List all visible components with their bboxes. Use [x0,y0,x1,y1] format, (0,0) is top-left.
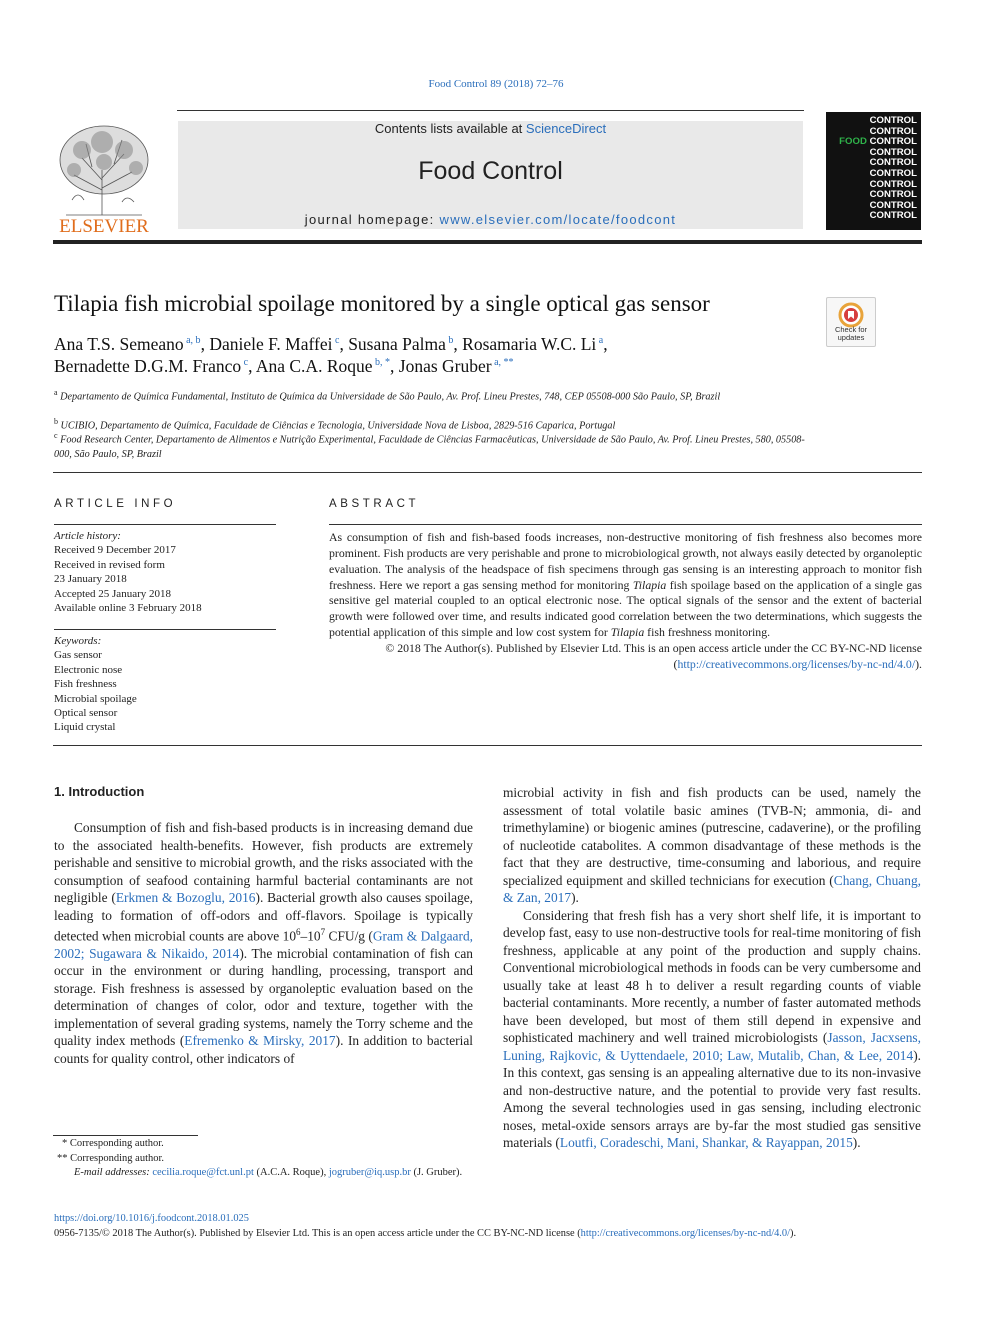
introduction-heading: 1. Introduction [54,784,145,799]
cover-line: CONTROL [869,167,917,179]
homepage-line [178,212,803,227]
citation-link[interactable]: Loutfi, Coradeschi, Mani, Shankar, & Rayappan, 2015 [559,1135,853,1150]
author-name: Rosamaria W.C. Li [462,334,597,354]
history-item: 23 January 2018 [54,573,127,586]
keyword: Fish freshness [54,678,117,691]
abstract-body [329,530,922,673]
author-affiliation-mark[interactable]: c [332,335,340,347]
abstract-text: fish freshness monitoring. [644,625,771,640]
author-separator: , [248,356,256,376]
exponent: 6 [296,927,301,937]
affiliation-rule [53,472,922,473]
footnote-corresponding-1: * Corresponding author. [62,1138,164,1149]
check-for-updates-button[interactable] [826,297,876,347]
footer-license [54,1226,922,1241]
cover-text [826,112,921,222]
license-link[interactable]: http://creativecommons.org/licenses/by-nc-nd/4.0/ [677,656,916,671]
affiliation-text: Departamento de Química Fundamental, Instituto de Química da Universidade de São Paulo, Av. Prof. Lineu Prestes, 748, CEP 05508-000 São Paulo, SP, Brazil [60,391,721,403]
keyword: Optical sensor [54,707,118,720]
intro-paragraph [54,819,473,1067]
affiliation-a [54,386,814,405]
author-name: Ana T.S. Semeano [54,334,184,354]
footnote-emails [54,1165,473,1180]
citation-link[interactable]: Jasson, Jacxsens, Luning, Rajkovic, & Uyttendaele, 2010; Law, Mutalib, Chan, & Lee, 2014 [503,1030,921,1063]
author-affiliation-mark[interactable]: b, * [372,357,391,369]
citation-link[interactable]: Chang, Chuang, & Zan, 2017 [503,872,921,905]
article-info-heading: ARTICLE INFO [54,498,177,510]
author-affiliation-mark[interactable]: b [445,335,454,347]
footer-text: 0956-7135/© 2018 The Author(s). Published by Elsevier Ltd. This is an open access article under the CC BY-NC-ND license ( [54,1228,581,1239]
abstract-species: Tilapia [632,577,667,592]
history-label: Article history: [54,530,121,542]
homepage-link[interactable]: www.elsevier.com/locate/foodcont [439,212,677,227]
abstract-species: Tilapia [610,625,645,640]
citation-link[interactable]: Erkmen & Bozoglu, 2016 [115,890,256,905]
abstract-text: As consumption of fish and fish-based foods increases, non-destructive monitoring of fish freshness also becomes more prominent. Fish products are very perishable and prone to microbiological growth, not always easily detected by organoleptic evaluation. The analysis of the headspace of fish specimens through gas sensing is an interesting approach to monitor fish freshness. Here we report a gas sensing method for monitoring [329,530,922,592]
affiliation-mark: a [54,388,58,397]
journal-title: Food Control [418,157,563,185]
body-text: Considering that fresh fish has a very short shelf life, it is important to develop fast, easy to use non-destructive tools for real-time monitoring of fish freshness, applicable at any point of the production and supply chains. Conventional microbiological methods in foods can be very cumbersome and usually take at least 48 h to deliver a result regarding counts of viable bacterial contaminants. More recently, a number of faster automated methods have been developed, but most of them still depend in expensive and sophisticated machinery and well trained microbiologists ( [503,907,921,1045]
author-affiliation-mark[interactable]: a [596,335,604,347]
copyright-end: ). [915,656,922,671]
author-separator: , [339,334,349,354]
cover-line: CONTROL [869,189,917,201]
cover-line: CONTROL [869,125,917,137]
sciencedirect-link[interactable]: ScienceDirect [525,121,607,136]
keyword: Electronic nose [54,663,123,676]
affiliation-mark: b [54,417,58,426]
elsevier-logo [52,120,156,235]
author-separator: , [453,334,463,354]
elsevier-wordmark: ELSEVIER [59,216,149,235]
check-updates-label: Check for updates [834,325,868,342]
email-label: E-mail addresses: [74,1167,153,1178]
author-separator: , [200,334,210,354]
authors-line-2 [54,356,514,377]
author-separator: , [390,356,399,376]
section-rule [53,745,922,746]
article-info-rule [54,524,276,525]
abstract-rule [329,524,922,525]
header-rule [177,110,804,111]
intro-paragraph [503,784,921,907]
author-separator: , [603,334,608,354]
author-affiliation-mark[interactable]: a, b [183,335,201,347]
history-item: Available online 3 February 2018 [54,602,202,615]
abstract-heading: ABSTRACT [329,498,420,510]
author-name: Daniele F. Maffei [209,334,333,354]
history-item: Received in revised form [54,558,165,571]
header-thick-rule [53,240,922,244]
cover-line: FOOD CONTROL [839,136,917,148]
homepage-prefix: journal homepage: [304,212,440,227]
body-column-right [503,784,921,1152]
abstract-text: fish spoilage based on the application of a single gas sensitive gel material coupled to an optical electronic nose. The optical signals of the sensor and the extent of bacterial growth were followed over time, and results indicated good correlation between the two determinations, which suggests the potential application of this simple and low cost system for [329,577,923,640]
body-text: microbial activity in fish and fish products can be used, namely the assessment of total volatile basic amines (TVB-N; ammonia, di- and trimethylamine) or biogenic amines (putrescine, cadaverine), or the profiling of nucleotide catabolites. A common disadvantage of these methods is the fact that they are destructive, time-consuming and laborious, and require specialized equipment and skilled technicians for execution ( [503,785,921,888]
keyword: Microbial spoilage [54,692,137,705]
journal-reference[interactable]: Food Control 89 (2018) 72–76 [428,78,564,90]
affiliation-text: Food Research Center, Departamento de Alimentos e Nutrição Experimental, Faculdade de Ciências Farmacêuticas, Universidade de São Paulo, Av. Prof. Lineu Prestes, 580, 05508-000, São Paulo, SP, Brazil [54,434,805,460]
cover-line: CONTROL [869,146,917,158]
history-item: Received 9 December 2017 [54,544,176,557]
article-title: Tilapia fish microbial spoilage monitored by a single optical gas sensor [54,291,710,316]
intro-paragraph [503,907,921,1152]
cover-line: CONTROL [869,210,917,222]
citation-link[interactable]: Gram & Dalgaard, 2002; Sugawara & Nikaido, 2014 [54,928,473,961]
author-name: Susana Palma [348,334,446,354]
keywords-rule [54,629,276,630]
keyword: Liquid crystal [54,721,116,734]
footer-license-link[interactable]: http://creativecommons.org/licenses/by-nc-nd/4.0/ [580,1228,790,1239]
body-text: CFU/g ( [325,928,373,944]
body-text: –10 [300,928,321,944]
affiliation-c [54,429,814,462]
body-text: ). [852,1135,861,1150]
elsevier-tree-icon [52,120,156,235]
email-owner: (J. Gruber). [410,1167,463,1178]
keywords [54,634,276,735]
email-owner: (A.C.A. Roque), [253,1167,329,1178]
affiliation-mark: c [54,431,58,440]
body-text: ). The microbial contamination of fish can occur in the environment or during handling, processing, transport and storage. Fish freshness is assessed by organoleptic evaluation based on the determination of changes of color, odor and texture, together with the implementation of several grading systems, namely the Torry scheme and the quality index methods ( [54,945,473,1049]
article-history [54,529,276,615]
body-text: ). In this context, gas sensing is an appealing alternative due to its non-invasive and non-destructive nature, and the potential to provide very fast results. Among the several technologies used in gas sensing, including electronic noses, metal-oxide sensors arrays are by-far the most studied gas sensitive materials ( [503,1047,921,1150]
authors-line-1 [54,334,608,355]
journal-cover [826,112,921,230]
body-text: Consumption of fish and fish-based products is in increasing demand due to the associated health-benefits. However, fish products are extremely perishable and sensitive to microbial growth, and the risks associated with the consumption of seafood containing harmful bacterial contaminants are not negligible ( [54,820,473,905]
body-text: ). [571,890,579,905]
author-affiliation-mark[interactable]: a, ** [491,357,514,369]
copyright-text: © 2018 The Author(s). Published by Elsevier Ltd. This is an open access article under the CC BY-NC-ND license ( [385,640,922,671]
citation-link[interactable]: Efremenko & Mirsky, 2017 [184,1033,336,1049]
body-text: ). Bacterial growth also causes spoilage, leading to formation of off-odors and off-flavors. Spoilage is typically detected when microbial counts are above 10 [54,890,474,944]
email-link[interactable]: jogruber@iq.usp.br [328,1167,411,1178]
author-name: Ana C.A. Roque [255,356,373,376]
cover-line: CONTROL [869,178,917,190]
cover-line: CONTROL [869,199,917,211]
cover-line: CONTROL [869,157,917,169]
footnote-corresponding-2: ** Corresponding author. [57,1153,165,1164]
exponent: 7 [320,927,326,937]
abstract-copyright [329,641,922,673]
body-text: ). In addition to bacterial counts for quality control, other indicators of [54,1033,473,1066]
cover-line: CONTROL [869,115,917,126]
affiliation-text: UCIBIO, Departamento de Química, Faculdade de Ciências e Tecnologia, Universidade Nova de Lisboa, 2829-516 Caparica, Portugal [60,420,616,432]
footer-end: ). [789,1228,797,1239]
author-name: Jonas Gruber [398,356,492,376]
keyword: Gas sensor [54,649,102,662]
body-column-left [54,819,473,1067]
contents-prefix: Contents lists available at [374,121,526,136]
history-item: Accepted 25 January 2018 [54,587,171,600]
page-footer [54,1211,922,1241]
contents-line [178,121,803,136]
author-affiliation-mark[interactable]: c [241,357,249,369]
doi-link[interactable]: https://doi.org/10.1016/j.foodcont.2018.01.025 [54,1213,249,1224]
keywords-label: Keywords: [54,635,102,647]
author-name: Bernadette D.G.M. Franco [54,356,242,376]
email-link[interactable]: cecilia.roque@fct.unl.pt [152,1167,254,1178]
